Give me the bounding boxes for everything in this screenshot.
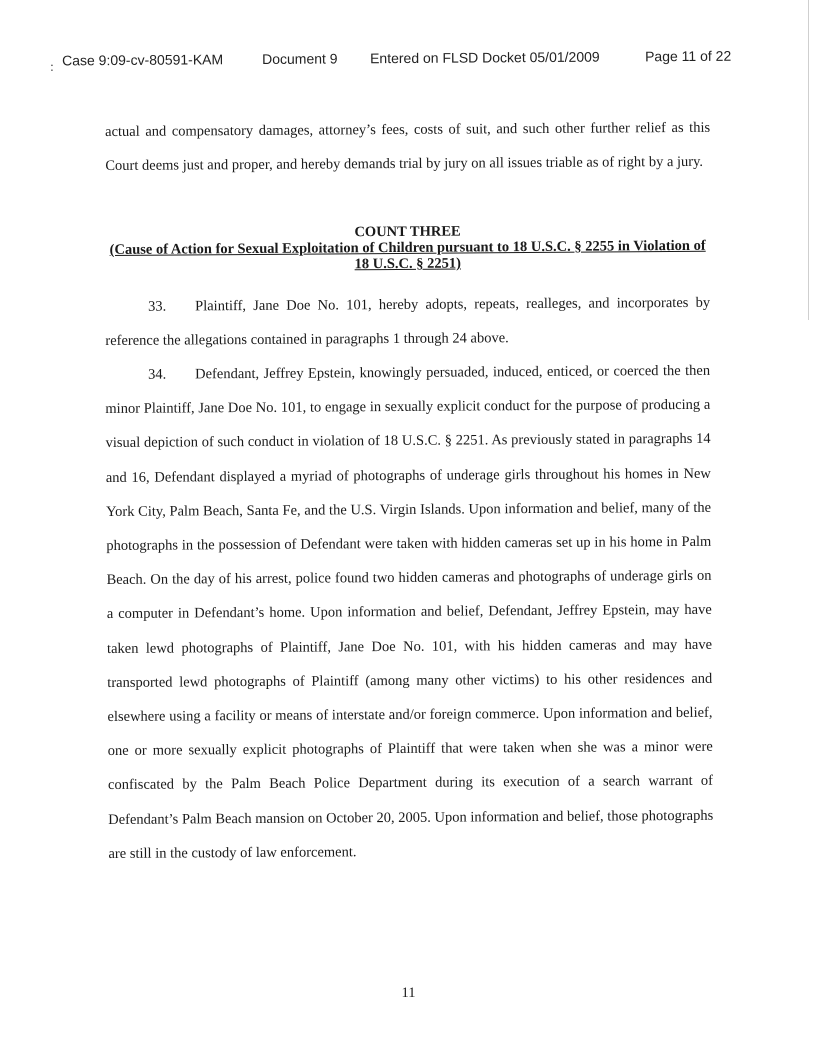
page-number: 11 [401, 985, 416, 1001]
docket-entry: Entered on FLSD Docket 05/01/2009 [370, 48, 600, 67]
count-title: COUNT THREE [354, 223, 461, 241]
paragraph-number: 33. [148, 298, 167, 315]
scan-mark: : [50, 60, 54, 75]
continuation-paragraph: actual and compensatory damages, attorney’s fees, costs of suit, and such other further relief as this Court deems just and proper, and hereby demands trial by jury on all issues triable as of right by a jury. [105, 119, 711, 175]
scan-edge-line [808, 0, 809, 320]
document-number: Document 9 [262, 50, 338, 67]
paragraph-text: Defendant, Jeffrey Epstein, knowingly persuaded, induced, enticed, or coerced the then minor Plaintiff, Jane Doe No. 101, to engage in sexually explicit conduct for the purpose of producing a visual depiction of such conduct in violation of 18 U.S.C. § 2251. As previously stated in paragraphs 14 and 16, Defendant displayed a myriad of photographs of underage girls throughout his homes in New York City, Palm Beach, Santa Fe, and the U.S. Virgin Islands. Upon information and belief, many of the photographs in the possession of Defendant were taken with hidden cameras set up in his home in Palm Beach. On the day of his arrest, police found two hidden cameras and photographs of underage girls on a computer in Defendant’s home. Upon information and belief, Defendant, Jeffrey Epstein, may have taken lewd photographs of Plaintiff, Jane Doe No. 101, with his hidden cameras and may have transported lewd photographs of Plaintiff (among many other victims) to his other residences and elsewhere using a facility or means of interstate and/or foreign commerce. Upon information and belief, one or more sexually explicit photographs of Plaintiff that were taken when she was a minor were confiscated by the Palm Beach Police Department during its execution of a search warrant of Defendant’s Palm Beach mansion on October 20, 2005. Upon information and belief, those photographs are still in the custody of law enforcement. [105, 362, 714, 862]
paragraph-text: Plaintiff, Jane Doe No. 101, hereby adopts, repeats, realleges, and incorporates by reference the allegations contained in paragraphs 1 through 24 above. [105, 294, 711, 350]
count-subtitle: (Cause of Action for Sexual Exploitation of Children pursuant to 18 U.S.C. § 2255 in Violation of 18 U.S.C. § 2251) [109, 237, 706, 273]
docket-header [60, 47, 747, 69]
page-of-total: Page 11 of 22 [644, 47, 732, 65]
paragraph-number: 34. [148, 366, 167, 383]
case-number: Case 9:09-cv-80591-KAM [62, 51, 224, 69]
count-heading [105, 222, 710, 274]
paragraph-34 [105, 354, 714, 871]
paragraph-33 [105, 286, 710, 359]
